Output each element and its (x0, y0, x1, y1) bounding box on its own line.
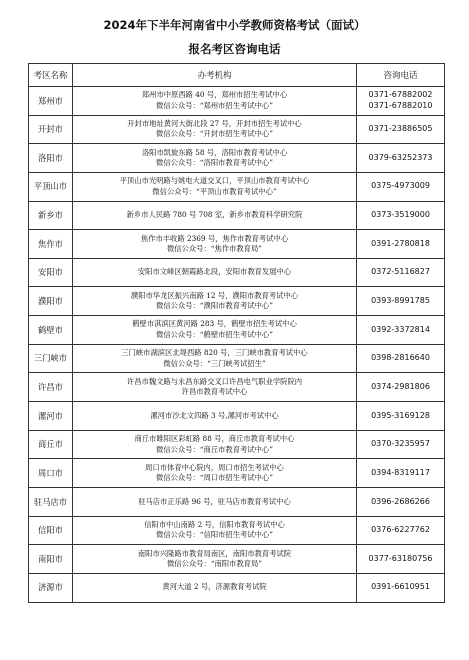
org-line: 濮阳市华龙区振兴南路 12 号，濮阳市教育考试中心 (130, 290, 299, 300)
org-line: 漯河市沙北文四路 3 号,漯河市考试中心 (150, 410, 279, 420)
region-name: 漯河市 (29, 402, 73, 431)
phone-number: 0377-63180756 (368, 553, 433, 563)
region-name: 濮阳市 (29, 287, 73, 316)
org-cell (73, 573, 357, 602)
org-cell (73, 87, 357, 116)
org-cell (73, 230, 357, 259)
org-line: 微信公众号：“焦作市教育局” (166, 244, 263, 254)
phone-number: 0371-67882010 (368, 100, 433, 110)
region-name: 焦作市 (29, 230, 73, 259)
phone-cell (357, 373, 445, 402)
org-cell (73, 344, 357, 373)
phone-number: 0393-8991785 (371, 296, 430, 306)
org-cell (73, 459, 357, 488)
org-cell (73, 316, 357, 345)
phone-cell (357, 258, 445, 287)
org-line: 微信公众号：“南阳市教育局” (166, 559, 263, 569)
org-line: 微信公众号：“开封市招生考试中心” (156, 129, 273, 139)
phone-cell (357, 459, 445, 488)
table-row (29, 430, 445, 459)
table-row (29, 230, 445, 259)
phone-number: 0391-2780818 (371, 238, 430, 248)
table-row (29, 87, 445, 116)
table-row (29, 115, 445, 144)
phone-number: 0379-63252373 (368, 152, 433, 162)
org-line: 微信公众号：“信阳市招生考试中心” (156, 530, 273, 540)
region-name: 三门峡市 (29, 344, 73, 373)
phone-cell (357, 201, 445, 230)
org-line: 信阳市中山南路 2 号，信阳市教育考试中心 (144, 519, 285, 529)
org-line: 安阳市文峰区朝霞路北段，安阳市教育发展中心 (137, 267, 292, 277)
phone-number: 0391-6610951 (371, 582, 430, 592)
table-body (29, 87, 445, 603)
phone-cell (357, 316, 445, 345)
org-line: 许昌市教育考试中心 (181, 387, 248, 397)
org-cell (73, 487, 357, 516)
table-row (29, 573, 445, 602)
org-line: 洛阳市凯旋东路 58 号，洛阳市教育考试中心 (141, 147, 288, 157)
org-cell (73, 144, 357, 173)
phone-number: 0392-3372814 (371, 324, 430, 334)
org-line: 微信公众号：“商丘市教育考试中心” (156, 444, 273, 454)
phone-number: 0370-3235957 (371, 439, 430, 449)
phone-number: 0375-4973009 (371, 181, 430, 191)
phone-cell (357, 430, 445, 459)
table-row (29, 144, 445, 173)
header-phone: 咨询电话 (357, 64, 445, 87)
phone-cell (357, 545, 445, 574)
org-line: 微信公众号：“郑州市招生考试中心” (156, 100, 273, 110)
region-name: 平顶山市 (29, 172, 73, 201)
phone-number: 0394-8319117 (371, 467, 430, 477)
org-cell (73, 430, 357, 459)
phone-cell (357, 573, 445, 602)
org-line: 微信公众号：“鹤壁市招生考试中心” (156, 329, 273, 339)
table-row (29, 459, 445, 488)
page-title: 2024年下半年河南省中小学教师资格考试（面试） (103, 18, 366, 32)
org-line: 开封市地址黄河大街北段 27 号，开封市招生考试中心 (127, 118, 302, 128)
table-row (29, 287, 445, 316)
region-name: 洛阳市 (29, 144, 73, 173)
phone-cell (357, 87, 445, 116)
org-line: 微信公众号：“洛阳市教育考试中心” (156, 158, 273, 168)
phone-number: 0373-3519000 (371, 210, 430, 220)
region-name: 商丘市 (29, 430, 73, 459)
region-name: 济源市 (29, 573, 73, 602)
page-subtitle: 报名考区咨询电话 (188, 42, 281, 56)
org-cell (73, 172, 357, 201)
contact-table (28, 63, 445, 603)
table-row (29, 258, 445, 287)
phone-cell (357, 230, 445, 259)
table-row (29, 172, 445, 201)
org-line: 黄河大道 2 号，济源教育考试院 (162, 582, 267, 592)
org-line: 驻马店市正乐路 96 号，驻马店市教育考试中心 (138, 496, 291, 506)
header-org: 办考机构 (73, 64, 357, 87)
table-row (29, 344, 445, 373)
phone-number: 0371-67882002 (368, 90, 433, 100)
org-line: 焦作市丰收路 2369 号，焦作市教育考试中心 (140, 233, 289, 243)
phone-cell (357, 402, 445, 431)
table-header-row (29, 64, 445, 87)
org-cell (73, 258, 357, 287)
table-row (29, 316, 445, 345)
header-region: 考区名称 (29, 64, 73, 87)
phone-cell (357, 287, 445, 316)
org-line: 平顶山市光明路与姚电大道交叉口，平顶山市教育考试中心 (119, 176, 310, 186)
phone-number: 0372-5116827 (371, 267, 430, 277)
region-name: 周口市 (29, 459, 73, 488)
org-line: 新乡市人民路 780 号 708 室，新乡市教育科学研究院 (126, 210, 303, 220)
org-cell (73, 516, 357, 545)
org-line: 三门峡市湖滨区北堤西路 820 号，三门峡市教育考试中心 (121, 348, 308, 358)
phone-cell (357, 172, 445, 201)
org-cell (73, 201, 357, 230)
table-row (29, 487, 445, 516)
phone-number: 0398-2816640 (371, 353, 430, 363)
region-name: 驻马店市 (29, 487, 73, 516)
org-cell (73, 545, 357, 574)
table-row (29, 201, 445, 230)
phone-number: 0396-2686266 (371, 496, 430, 506)
region-name: 安阳市 (29, 258, 73, 287)
org-cell (73, 115, 357, 144)
table-row (29, 516, 445, 545)
phone-cell (357, 344, 445, 373)
table-row (29, 545, 445, 574)
phone-cell (357, 487, 445, 516)
org-line: 许昌市魏文路与永昌东路交叉口许昌电气职业学院院内 (126, 376, 303, 386)
org-cell (73, 287, 357, 316)
org-line: 南阳市兴隆路市教育局南区，南阳市教育考试院 (137, 548, 292, 558)
region-name: 开封市 (29, 115, 73, 144)
phone-number: 0395-3169128 (371, 410, 430, 420)
region-name: 新乡市 (29, 201, 73, 230)
table-row (29, 373, 445, 402)
org-line: 微信公众号：“平顶山市教育考试中心” (152, 186, 277, 196)
phone-cell (357, 144, 445, 173)
region-name: 鹤壁市 (29, 316, 73, 345)
org-line: 微信公众号：“三门峡考试招生” (163, 358, 266, 368)
org-line: 微信公众号：“周口市招生考试中心” (156, 473, 273, 483)
region-name: 郑州市 (29, 87, 73, 116)
org-cell (73, 373, 357, 402)
region-name: 许昌市 (29, 373, 73, 402)
table-row (29, 402, 445, 431)
region-name: 南阳市 (29, 545, 73, 574)
phone-cell (357, 516, 445, 545)
org-line: 周口市体育中心院内，周口市招生考试中心 (145, 462, 284, 472)
region-name: 信阳市 (29, 516, 73, 545)
org-line: 微信公众号：“濮阳市教育考试中心” (156, 301, 273, 311)
phone-number: 0374-2981806 (371, 381, 430, 391)
phone-cell (357, 115, 445, 144)
org-line: 鹤壁市淇滨区黄河路 283 号，鹤壁市招生考试中心 (132, 319, 297, 329)
phone-number: 0371-23886505 (368, 124, 433, 134)
org-cell (73, 402, 357, 431)
org-line: 商丘市睢阳区彩虹路 88 号，商丘市教育考试中心 (134, 434, 295, 443)
org-line: 郑州市中原西路 40 号，郑州市招生考试中心 (141, 90, 288, 100)
phone-number: 0376-6227762 (371, 525, 430, 535)
